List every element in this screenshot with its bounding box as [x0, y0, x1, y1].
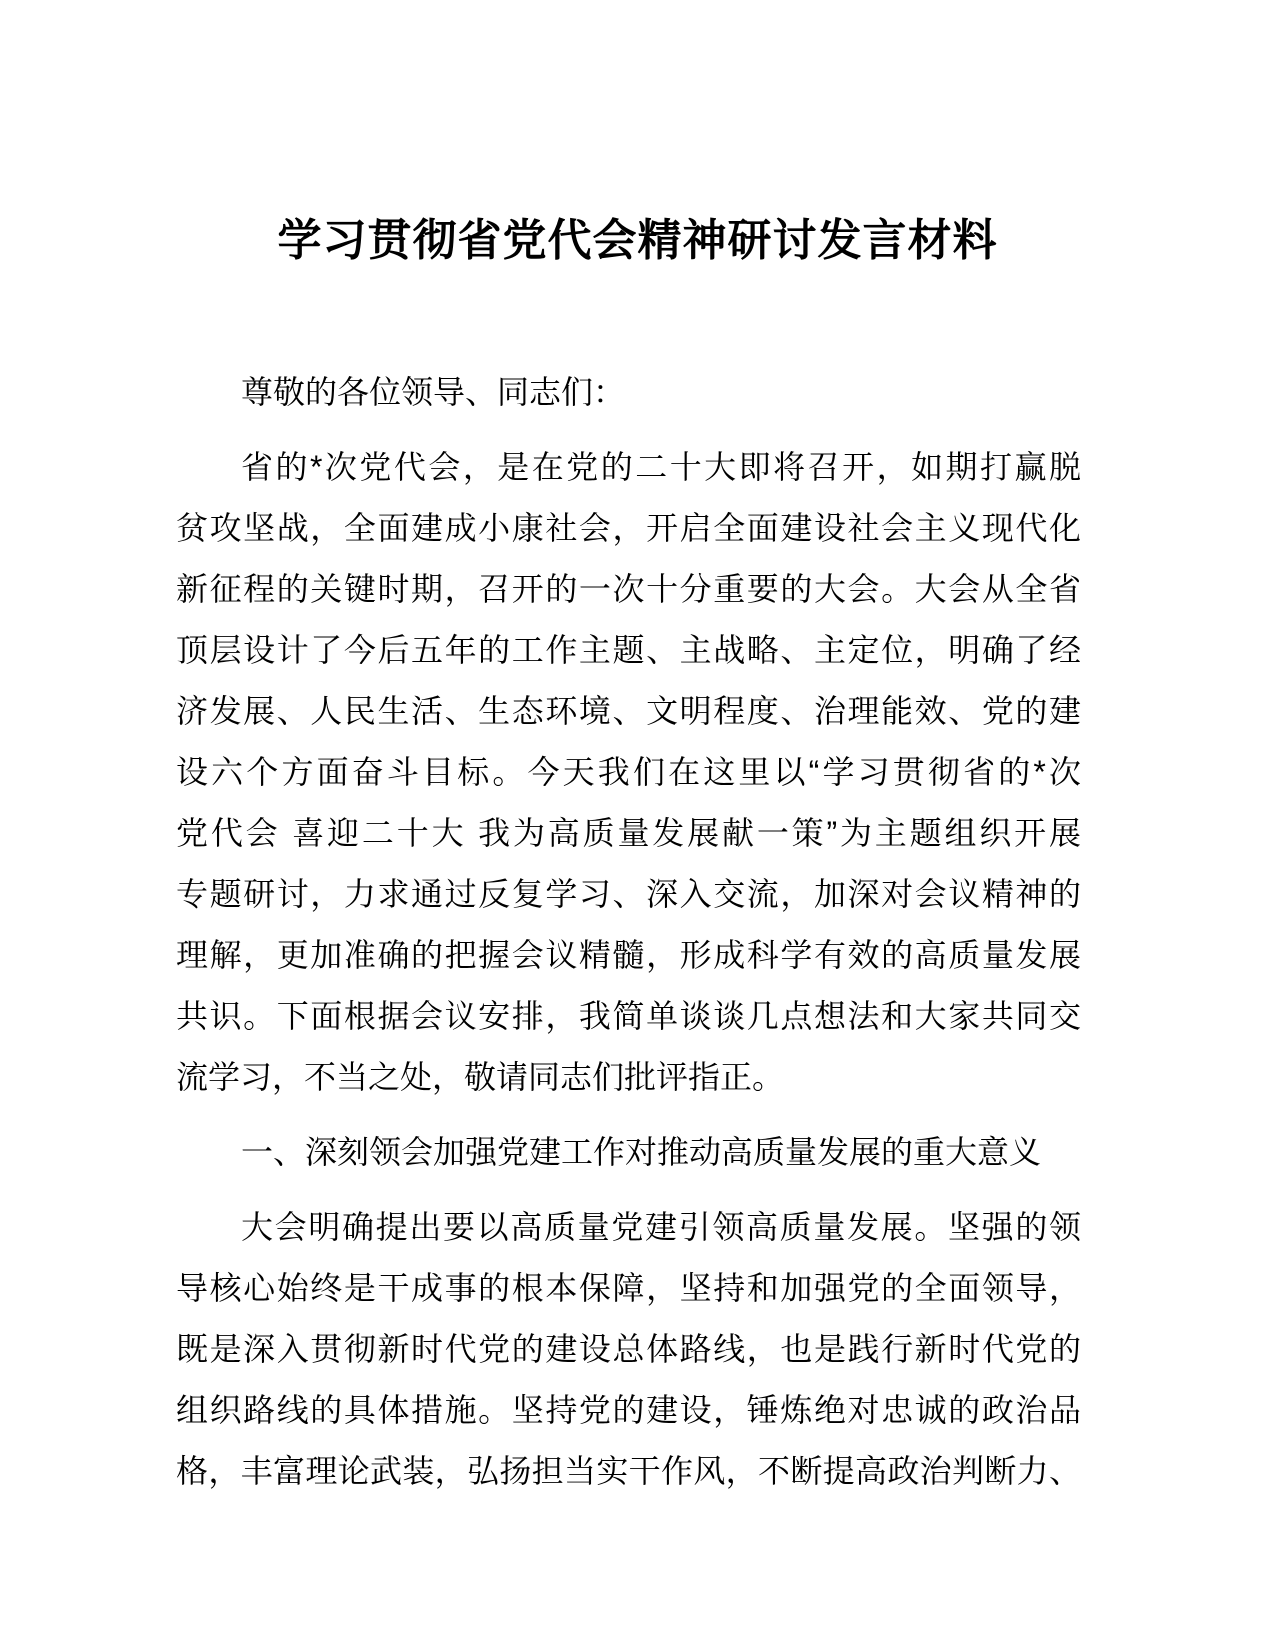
paragraph-section-1 [176, 1197, 1081, 1502]
paragraph-intro [176, 437, 1081, 1108]
text-line: 济发展、人民生活、生态环境、文明程度、治理能效、党的建 [176, 693, 1081, 729]
text-line: 设六个方面奋斗目标。今天我们在这里以“学习贯彻省的*次 [176, 754, 1081, 790]
text-line: 贫攻坚战，全面建成小康社会，开启全面建设社会主义现代化 [176, 510, 1081, 546]
text-line: 理解，更加准确的把握会议精髓，形成科学有效的高质量发展 [176, 937, 1081, 973]
text-line: 党代会 喜迎二十大 我为高质量发展献一策”为主题组织开展 [176, 815, 1081, 851]
paragraph-salutation [176, 362, 1081, 423]
text-line: 格，丰富理论武装，弘扬担当实干作风，不断提高政治判断力、 [176, 1453, 1081, 1489]
text-line: 组织路线的具体措施。坚持党的建设，锤炼绝对忠诚的政治品 [176, 1392, 1081, 1428]
section-heading-1 [176, 1122, 1081, 1183]
text-line: 顶层设计了今后五年的工作主题、主战略、主定位，明确了经 [176, 632, 1081, 668]
text-line: 流学习，不当之处，敬请同志们批评指正。 [176, 1059, 785, 1095]
text-line: 共识。下面根据会议安排，我简单谈谈几点想法和大家共同交 [176, 998, 1081, 1034]
text-line: 大会明确提出要以高质量党建引领高质量发展。坚强的领 [241, 1209, 1081, 1245]
text-line: 省的*次党代会，是在党的二十大即将召开，如期打赢脱 [241, 449, 1081, 485]
text-line: 既是深入贯彻新时代党的建设总体路线，也是践行新时代党的 [176, 1331, 1081, 1367]
section-heading-line: 一、深刻领会加强党建工作对推动高质量发展的重大意义 [241, 1134, 1042, 1170]
text-line: 专题研讨，力求通过反复学习、深入交流，加深对会议精神的 [176, 876, 1081, 912]
text-line: 新征程的关键时期，召开的一次十分重要的大会。大会从全省 [176, 571, 1081, 607]
text-line: 导核心始终是干成事的根本保障，坚持和加强党的全面领导， [176, 1270, 1081, 1306]
salutation-line: 尊敬的各位领导、同志们： [241, 374, 626, 410]
document-title: 学习贯彻省党代会精神研讨发言材料 [277, 216, 998, 265]
document-body [176, 362, 1081, 1502]
